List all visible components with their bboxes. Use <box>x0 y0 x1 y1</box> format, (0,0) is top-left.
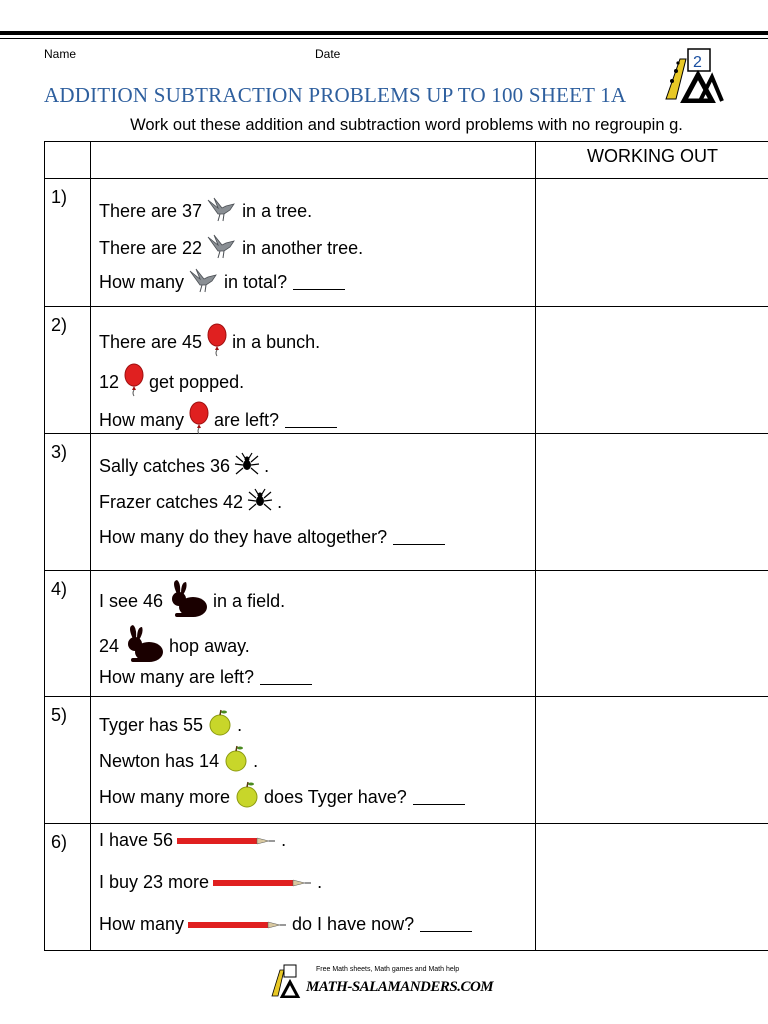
question-line <box>99 452 269 481</box>
question-text: Frazer catches 42 <box>99 492 244 512</box>
question-line <box>99 830 286 851</box>
question-line <box>99 781 465 814</box>
question-text: There are 37 <box>99 201 203 221</box>
question-line <box>99 267 345 298</box>
question-text: There are 45 <box>99 332 203 352</box>
problem-question <box>91 434 536 571</box>
date-label: Date <box>315 47 341 61</box>
problem-question <box>91 824 536 951</box>
balloon-icon <box>206 323 228 362</box>
rabbit-icon <box>167 579 209 624</box>
question-text: in a bunch. <box>232 332 321 352</box>
question-line <box>99 233 363 264</box>
question-line <box>99 323 320 362</box>
problem-number: 2) <box>45 307 91 434</box>
question-text: in total? <box>224 272 288 292</box>
problem-question <box>91 571 536 697</box>
header-cell-number <box>45 142 91 179</box>
answer-blank[interactable] <box>285 413 337 428</box>
spider-icon <box>234 452 260 481</box>
question-text: How many are left? <box>99 667 255 687</box>
question-line <box>99 363 244 402</box>
problem-question <box>91 307 536 434</box>
question-text: How many <box>99 272 185 292</box>
question-text: . <box>237 715 243 735</box>
question-text: Newton has 14 <box>99 751 220 771</box>
bird-icon <box>206 196 238 227</box>
problems-table <box>44 141 768 951</box>
answer-blank[interactable] <box>393 530 445 545</box>
question-line <box>99 667 312 688</box>
answer-blank[interactable] <box>260 670 312 685</box>
bird-icon <box>188 267 220 298</box>
top-rule-thin <box>0 38 768 39</box>
working-out-cell[interactable] <box>536 179 768 307</box>
problem-row-1 <box>45 179 768 307</box>
question-line <box>99 579 285 624</box>
question-text: are left? <box>214 410 280 430</box>
footer-tagline: Free Math sheets, Math games and Math help <box>316 966 460 973</box>
answer-blank[interactable] <box>293 275 345 290</box>
apple-icon <box>207 709 233 742</box>
question-text: in a field. <box>213 591 286 611</box>
balloon-icon <box>123 363 145 402</box>
question-text: Tyger has 55 <box>99 715 204 735</box>
name-label: Name <box>44 47 77 61</box>
problem-row-4 <box>45 571 768 697</box>
problem-row-6 <box>45 824 768 951</box>
pencil-icon <box>177 830 277 851</box>
problem-row-5 <box>45 697 768 824</box>
question-text: 12 <box>99 372 120 392</box>
problem-number: 6) <box>45 824 91 951</box>
working-out-cell[interactable] <box>536 571 768 697</box>
question-text: . <box>317 872 323 892</box>
apple-icon <box>223 745 249 778</box>
pencil-icon <box>188 914 288 935</box>
working-out-cell[interactable] <box>536 307 768 434</box>
question-text: . <box>264 456 270 476</box>
working-out-cell[interactable] <box>536 434 768 571</box>
instructions: Work out these addition and subtraction word problems with no regroupin g. <box>130 116 683 134</box>
question-line <box>99 709 242 742</box>
question-text: I have 56 <box>99 830 174 850</box>
question-text: . <box>277 492 283 512</box>
rabbit-icon <box>123 624 165 669</box>
problem-row-2 <box>45 307 768 434</box>
bird-icon <box>206 233 238 264</box>
question-line <box>99 196 312 227</box>
apple-icon <box>234 781 260 814</box>
answer-blank[interactable] <box>420 917 472 932</box>
question-text: do I have now? <box>292 914 415 934</box>
question-text: How many do they have altogether? <box>99 527 388 547</box>
question-text: in another tree. <box>242 238 364 258</box>
question-text: There are 22 <box>99 238 203 258</box>
problem-number: 3) <box>45 434 91 571</box>
problem-question <box>91 179 536 307</box>
top-rule-thick <box>0 31 768 35</box>
header-working-out: WORKING OUT <box>536 142 768 179</box>
question-text: Sally catches 36 <box>99 456 231 476</box>
spider-icon <box>247 488 273 517</box>
working-out-cell[interactable] <box>536 697 768 824</box>
question-text: 24 <box>99 636 120 656</box>
problem-row-3 <box>45 434 768 571</box>
question-text: hop away. <box>169 636 250 656</box>
question-text: . <box>281 830 287 850</box>
answer-blank[interactable] <box>413 790 465 805</box>
problem-number: 1) <box>45 179 91 307</box>
header-cell-question <box>91 142 536 179</box>
table-header-row <box>45 142 768 179</box>
pencil-icon <box>213 872 313 893</box>
working-out-cell[interactable] <box>536 824 768 951</box>
problem-question <box>91 697 536 824</box>
question-line <box>99 872 322 893</box>
question-text: I see 46 <box>99 591 164 611</box>
question-text: How many <box>99 410 185 430</box>
page-title: ADDITION SUBTRACTION PROBLEMS UP TO 100 SHEET 1A <box>44 83 627 107</box>
salamander-footer-icon <box>270 964 304 998</box>
question-text: How many <box>99 914 185 934</box>
question-line <box>99 527 445 548</box>
question-line <box>99 624 250 669</box>
question-line <box>99 914 472 935</box>
question-text: How many more <box>99 787 231 807</box>
problem-number: 4) <box>45 571 91 697</box>
question-text: in a tree. <box>242 201 313 221</box>
problem-number: 5) <box>45 697 91 824</box>
question-line <box>99 745 258 778</box>
salamander-logo <box>660 47 726 103</box>
footer-logo <box>270 962 510 1000</box>
question-text: . <box>253 751 259 771</box>
question-text: I buy 23 more <box>99 872 210 892</box>
question-line <box>99 488 282 517</box>
footer-brand: MATH-SALAMANDERS.COM <box>306 979 494 995</box>
question-text: get popped. <box>149 372 245 392</box>
question-text: does Tyger have? <box>264 787 407 807</box>
logo-number: 2 <box>693 54 702 71</box>
